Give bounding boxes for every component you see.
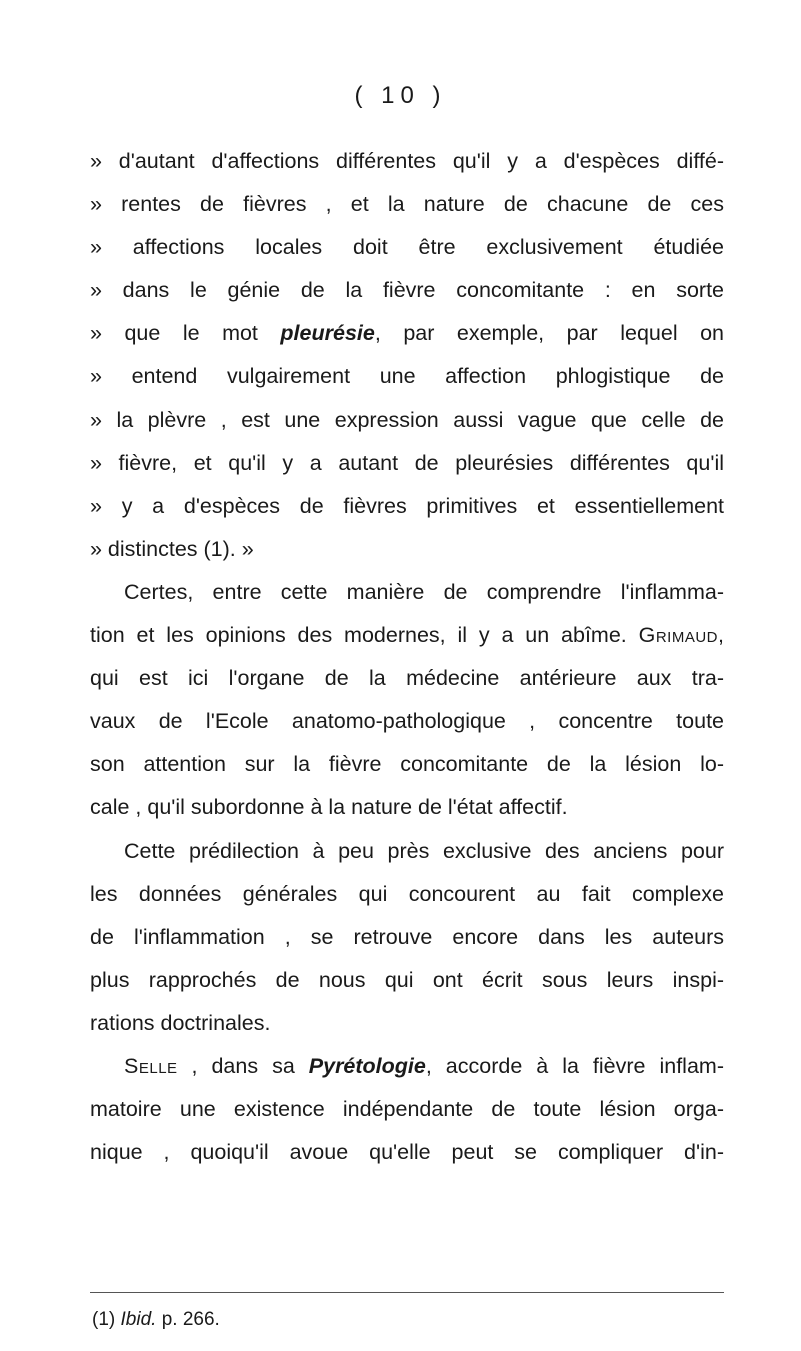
body-text: [90, 140, 724, 1174]
text-line: » entend vulgairement une affection phlogistique de: [90, 364, 724, 389]
text-line: son attention sur la fièvre concomitante de la lésion lo-: [90, 752, 724, 777]
footnote-marker: (1): [92, 1309, 116, 1330]
text-line: » la plèvre , est une expression aussi vague que celle de: [90, 407, 724, 432]
text-line: » y a d'espèces de fièvres primitives et essentiellement: [90, 493, 724, 518]
text-line: matoire une existence indépendante de toute lésion orga-: [90, 1097, 724, 1122]
text-line: » rentes de fièvres , et la nature de chacune de ces: [90, 192, 724, 217]
text-line: » d'autant d'affections différentes qu'il y a d'espèces diffé-: [90, 149, 724, 173]
text-line: Selle , dans sa Pyrétologie, accorde à la fièvre inflam-: [124, 1053, 724, 1078]
text-line: » dans le génie de la fièvre concomitante : en sorte: [90, 278, 724, 303]
text-line: » affections locales doit être exclusivement étudiée: [90, 235, 724, 260]
footnote: [92, 1308, 220, 1332]
text-line: » que le mot pleurésie, par exemple, par lequel on: [90, 321, 724, 346]
italic-term: Pyrétologie: [308, 1053, 426, 1078]
text-line: » distinctes (1). »: [90, 536, 254, 561]
text-line: qui est ici l'organe de la médecine antérieure aux tra-: [90, 666, 724, 691]
text-line: Cette prédilection à peu près exclusive des anciens pour: [124, 838, 724, 863]
footnote-divider: [90, 1292, 724, 1293]
page-number: ( 10 ): [354, 82, 447, 109]
text-line: plus rapprochés de nous qui ont écrit sous leurs inspi-: [90, 967, 724, 992]
author-name: Selle: [124, 1053, 178, 1078]
text-line: rations doctrinales.: [90, 1010, 271, 1035]
text-line: » fièvre, et qu'il y a autant de pleurésies différentes qu'il: [90, 450, 724, 475]
author-name: Grimaud: [638, 623, 719, 648]
text-line: tion et les opinions des modernes, il y a un abîme. Grimaud,: [90, 623, 724, 648]
italic-term: pleurésie: [280, 321, 375, 346]
footnote-ref: Ibid.: [120, 1309, 157, 1330]
text-line: de l'inflammation , se retrouve encore dans les auteurs: [90, 924, 724, 949]
text-line: les données générales qui concourent au fait complexe: [90, 881, 724, 906]
text-line: Certes, entre cette manière de comprendre l'inflamma-: [124, 579, 724, 604]
text-line: nique , quoiqu'il avoue qu'elle peut se compliquer d'in-: [90, 1140, 724, 1165]
text-line: cale , qu'il subordonne à la nature de l'état affectif.: [90, 795, 568, 820]
footnote-page: p. 266.: [161, 1309, 220, 1330]
text-line: vaux de l'Ecole anatomo-pathologique , concentre toute: [90, 709, 724, 734]
